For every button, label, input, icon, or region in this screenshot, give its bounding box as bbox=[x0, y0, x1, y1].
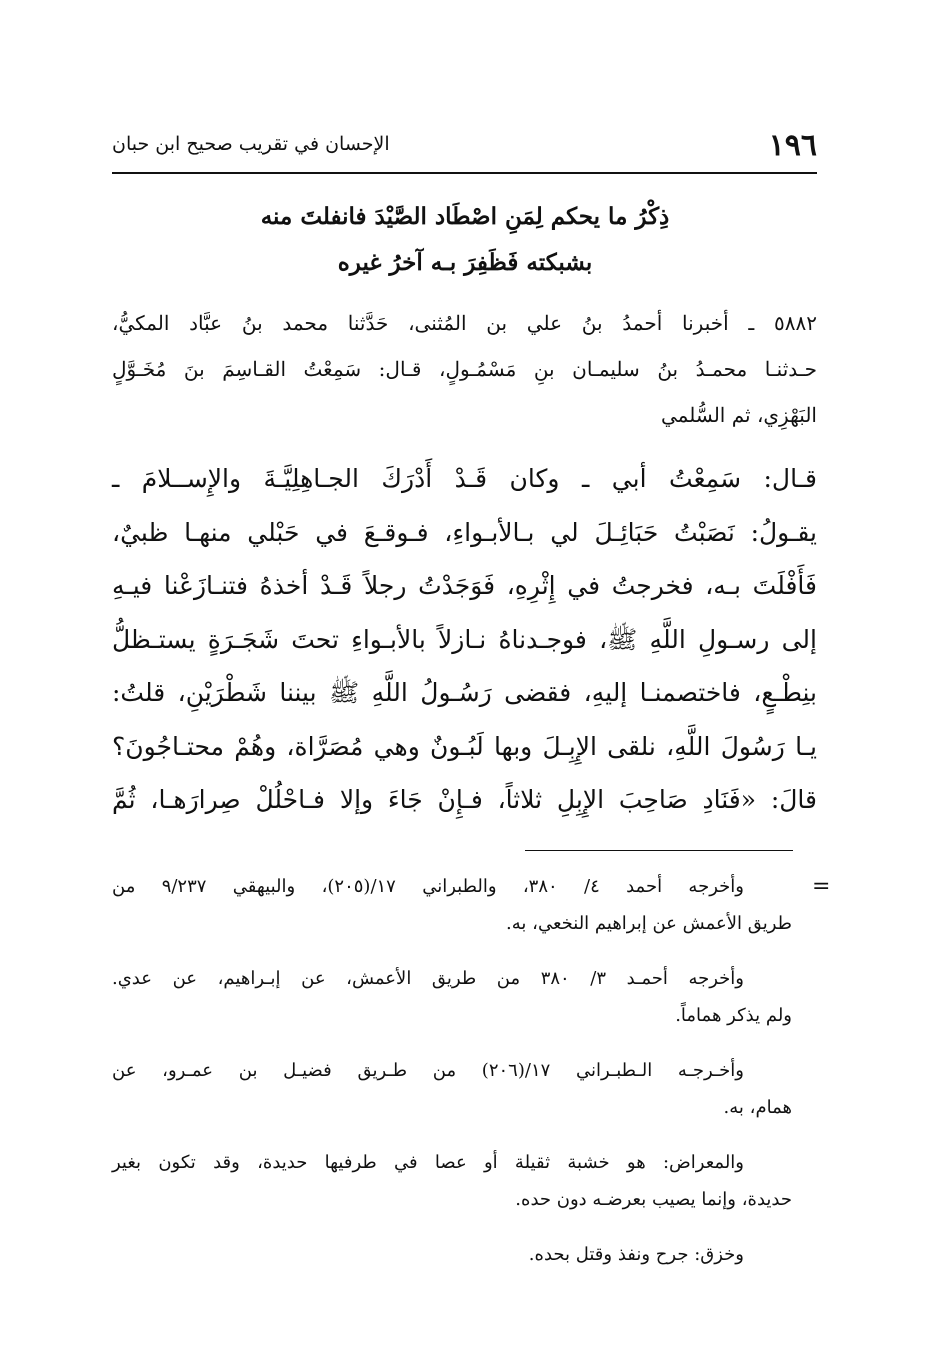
isnad-line: البَهْزِي، ثم السُّلمي bbox=[661, 403, 817, 427]
footnote-line: ولم يذكر هماماً. bbox=[675, 1005, 792, 1026]
footnote-separator bbox=[525, 850, 793, 851]
footnote-continuation-mark: = bbox=[812, 874, 831, 899]
footnote-line: وأخرجه أحمـد ٣/ ٣٨٠ من طريق الأعمش، عن إبـراهيم، عن عدي. bbox=[112, 968, 744, 989]
page-number: ١٩٦ bbox=[768, 128, 817, 163]
footnotes bbox=[112, 868, 792, 1291]
footnote-line: حديدة، وإنما يصيب بعرضـه دون حده. bbox=[515, 1189, 792, 1210]
footnote bbox=[112, 1144, 792, 1218]
footnote bbox=[112, 868, 792, 942]
chapter-heading bbox=[150, 194, 780, 286]
page-header bbox=[112, 122, 817, 168]
footnote-line: والمعراض: هو خشبة ثقيلة أو عصا في طرفيها حديدة، وقد تكون بغير bbox=[112, 1152, 744, 1173]
header-rule bbox=[112, 172, 817, 174]
footnote-line: طريق الأعمش عن إبراهيم النخعي، به. bbox=[506, 913, 792, 934]
footnote bbox=[112, 1236, 792, 1273]
footnote bbox=[112, 960, 792, 1034]
footnote bbox=[112, 1052, 792, 1126]
hadith-text-line: قالَ: «فَنَادِ صَاحِبَ الإِبِلِ ثلاثاً، فـإِنْ جَاءَ وإلا فـاحْلُلْ صِرارَهـا، ثُمَّ bbox=[112, 785, 817, 814]
hadith-text-line: بنِطْـعٍ، فاختصمنـا إليهِ، فقضى رَسُـولُ اللَّهِ ﷺ بيننا شَطْرَيْنِ، قلتُ: bbox=[112, 678, 817, 707]
chapter-heading-line: ذِكْرُ ما يحكم لِمَنِ اصْطَاد الصَّيْدَ فانفلتَ منه bbox=[260, 203, 670, 230]
hadith-isnad bbox=[112, 300, 817, 438]
footnote-line: وأخرجه أحمد ٤/ ٣٨٠، والطبراني ١٧/(٢٠٥)، والبيهقي ٩/٢٣٧ من bbox=[112, 876, 744, 897]
hadith-text-line: إلى رسـولِ اللَّهِ ﷺ، فوجـدناهُ نـازلاً بالأبـواءِ تحتَ شَجَـرَةٍ يستـظلُّ bbox=[112, 624, 817, 654]
hadith-text-line: فَأَفْلَتَ بـه، فخرجتُ في إِثْرِهِ، فَوَجَدْتُ رجلاً قَـدْ أخذهُ فتنـازَعْنا فيـهِ bbox=[112, 571, 817, 600]
footnote-line: وأخـرجـه الـطبـراني ١٧/(٢٠٦) من طـريق فضيـل بن عمـرو، عن bbox=[112, 1060, 744, 1081]
hadith-text-line: يقـولُ: نَصَبْتُ حَبَائِـلَ لي بـالأبـواءِ، فـوقـعَ في حَبْلي منهـا ظبيٌ، bbox=[112, 517, 817, 547]
running-title: الإحسان في تقريب صحيح ابن حبان bbox=[112, 133, 390, 155]
hadith-text-line: يـا رَسُولَ اللَّهِ، نلقى الإِبِـلَ وبها لَبُـونٌ وهي مُصَرَّاة، وهُمْ محتـاجُونَ؟ bbox=[112, 731, 817, 761]
hadith-text bbox=[112, 452, 817, 827]
isnad-line: ٥٨٨٢ ـ أخبرنا أحمدُ بنُ علي بن المُثنى، حَدَّثنا محمد بنُ عبَّاد المكيُّ، bbox=[112, 311, 817, 335]
hadith-text-line: قـال: سَمِعْتُ أبي ـ وكان قَـدْ أَدْرَكَ الجـاهِلِيَّـةَ والإِســلامَ ـ bbox=[112, 464, 817, 493]
footnote-line: همام، به. bbox=[723, 1097, 792, 1118]
chapter-heading-line: بشبكته فَظَفِرَ بـه آخرُ غيره bbox=[337, 249, 593, 276]
isnad-line: حـدثنـا محمـدُ بنُ سليمـان بنِ مَسْمُـولٍ، قـال: سَمِعْتُ القـاسِمَ بنَ مُخَـوَّلٍ bbox=[112, 357, 817, 381]
footnote-line: وخزق: جرح ونفذ وقتل بحده. bbox=[528, 1244, 744, 1265]
